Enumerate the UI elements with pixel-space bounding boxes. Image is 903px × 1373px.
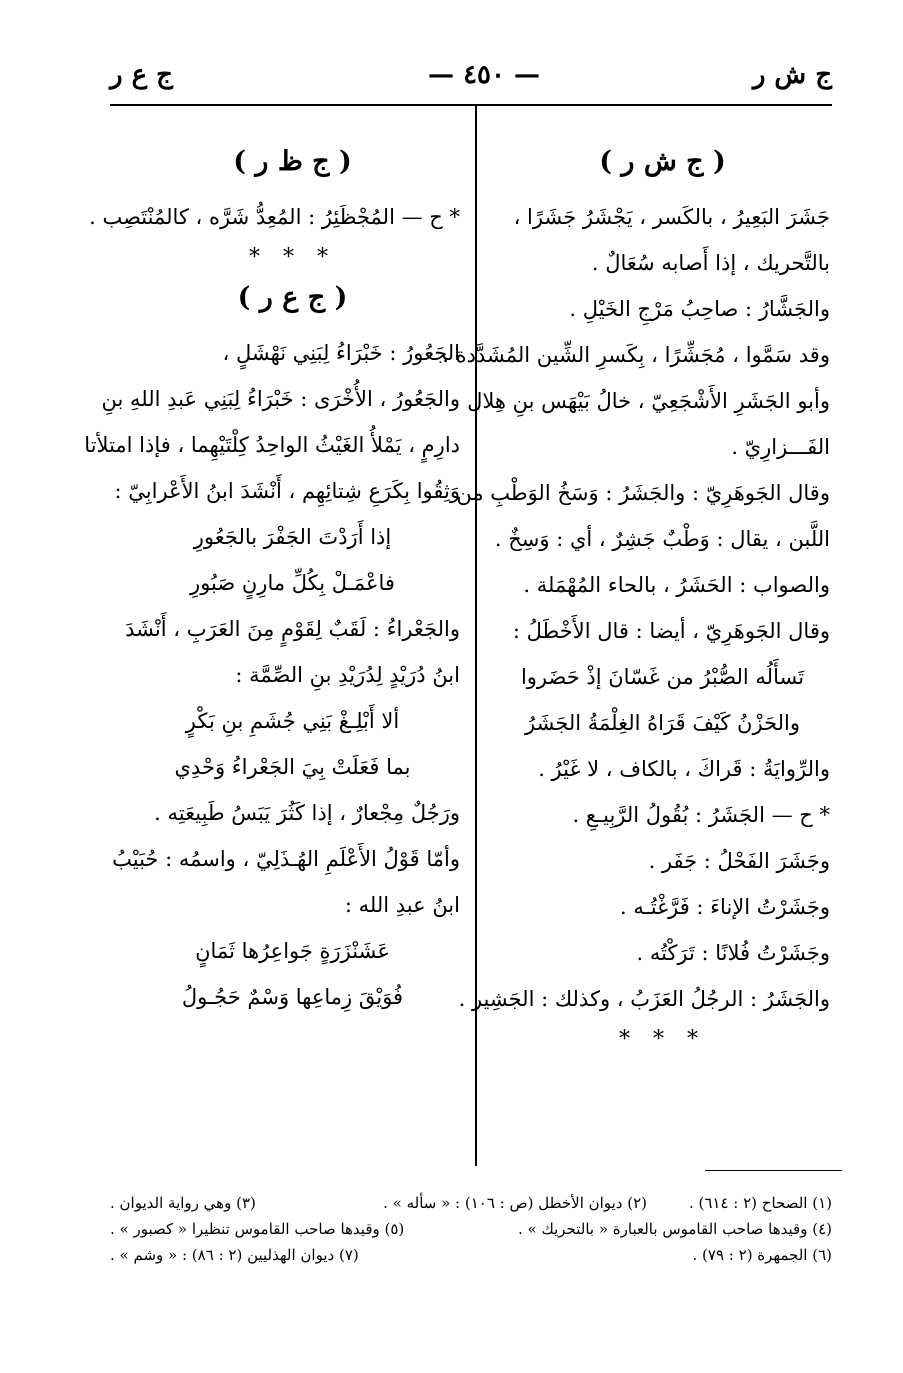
text-line: وقد سَمَّوا ، مُجَشِّرًا ، بِكَسرِ الشِّين المُشَدَّدة . xyxy=(442,343,830,367)
verse-line: بما فَعَلَتْ بِيَ الجَعْراءُ وَحْدِي xyxy=(174,755,411,779)
section-title-jshr: ( ج ش ر ) xyxy=(599,146,726,177)
verse-line: تَسأَلُه الصُّبْرُ من غَسّانَ إذْ حَضَروا xyxy=(520,665,805,689)
footnote-row xyxy=(110,1216,832,1242)
footnote: (٧) ديوان الهذليين (٢ : ٨٦) : « وشم » . xyxy=(110,1246,359,1264)
text-line: والجَعْراءُ : لَقَبٌ لِقَوْمٍ مِنَ العَرَبِ ، أَنْشَدَ xyxy=(125,617,460,641)
text-line: والجَشَّارُ : صاحِبُ مَرْجِ الخَيْلِ . xyxy=(569,297,830,321)
text-line: جَشَرَ البَعِيرُ ، بالكَسر ، يَجْشَرُ جَشَرًا ، xyxy=(513,205,830,229)
footnote: (٢) ديوان الأخطل (ص : ١٠٦) : « سأله » . xyxy=(383,1194,647,1212)
text-line: * ح — الجَشَرُ : بُقُولُ الرَّبِيـعِ . xyxy=(572,803,830,827)
text-line: وقال الجَوهَرِيّ ، أيضا : قال الأَخْطَلُ : xyxy=(512,619,830,643)
text-line: * ح — المُجْظَئِرُ : المُعِدُّ شَرَّه ، كالمُنْتَصِب . xyxy=(89,205,460,229)
verse-line: فُوَيْقَ زِماعِها وَسْمٌ حَجُـولُ xyxy=(181,985,404,1009)
section-title-jar: ( ج ع ر ) xyxy=(237,282,348,313)
footnote-rule xyxy=(705,1170,842,1171)
footnote: (٦) الجمهرة (٢ : ٧٩) . xyxy=(692,1246,832,1264)
section-stars: * * * xyxy=(619,1027,706,1052)
text-line: وجَشَرَ الفَحْلُ : جَفَر . xyxy=(648,849,830,873)
footnote-row xyxy=(110,1242,832,1268)
footnotes xyxy=(110,1190,832,1268)
text-line: ابنُ عبدِ الله : xyxy=(344,893,460,917)
verse-line: عَشَنْزَرَةٍ جَواعِرُها ثَمَانٍ xyxy=(195,939,390,963)
text-line: وقال الجَوهَرِيّ : والجَشَرُ : وَسَخُ الوَطْبِ من xyxy=(456,481,830,505)
header-root-right: ج ش ر xyxy=(752,60,832,90)
text-line: والصواب : الحَشَرُ ، بالحاء المُهْمَلة . xyxy=(523,573,830,597)
footnote: (١) الصحاح (٢ : ٦١٤) . xyxy=(688,1194,832,1212)
text-line: الجَعُورُ : خَبْرَاءُ لِبَنِي نَهْشَلٍ ، xyxy=(222,341,460,365)
footnote-row xyxy=(110,1190,832,1216)
text-line: والرِّوايَةُ : قَراكَ ، بالكاف ، لا غَيْرُ . xyxy=(538,757,830,781)
footnote: (٣) وهي رواية الديوان . xyxy=(110,1194,256,1212)
text-line: وأمّا قَوْلُ الأَعْلَمِ الهُـذَلِيّ ، واسمُه : حُبَيْبُ xyxy=(112,847,460,871)
text-line: اللَّبن ، يقال : وَطْبٌ جَشِرٌ ، أي : وَسِخٌ . xyxy=(494,527,830,551)
verse-line: فاعْمَـلْ بِكُلِّ مارِنٍ صَبُورِ xyxy=(190,571,395,595)
text-line: وجَشَرْتُ فُلانًا : تَرَكْتُه . xyxy=(636,941,830,965)
header-root-left: ج ع ر xyxy=(110,60,173,90)
verse-line: إذا أَرَدْتَ الجَفْرَ بالجَعُورِ xyxy=(193,525,392,549)
text-line: بالتَّحريك ، إذا أَصابه سُعَالٌ . xyxy=(591,251,830,275)
text-line: ابنُ دُرَيْدٍ لِدُرَيْدِ بنِ الصِّمَّة : xyxy=(235,663,460,687)
text-line: ورَجُلٌ مِجْعارٌ ، إذا كَثُرَ يَبَسُ طَبِيعَتِه . xyxy=(154,801,460,825)
page-number: — ٤٥٠ — xyxy=(428,60,541,90)
section-title-jzr: ( ج ظ ر ) xyxy=(233,146,352,177)
page-header xyxy=(110,60,832,100)
footnote: (٤) وقيدها صاحب القاموس بالعبارة « بالتحريك » . xyxy=(517,1220,832,1238)
verse-line: والحَزْنُ كَيْفَ قَرَاهُ الغِلْمَةُ الجَشَرُ xyxy=(525,711,800,735)
text-line: والجَشَرُ : الرجُلُ العَزَبُ ، وكذلك : الجَشِير . xyxy=(458,987,830,1011)
text-line: وَثِقُوا بِكَرَعِ شِتائِهِم ، أَنْشَدَ ابنُ الأَعْرابِيّ : xyxy=(114,479,460,503)
verse-line: ألا أَبْلِـغْ بَنِي جُشَمِ بنِ بَكْرٍ xyxy=(185,709,400,733)
right-column xyxy=(442,140,830,1058)
left-column xyxy=(84,140,460,1020)
text-line: والجَعُورُ ، الأُخْرَى : خَبْرَاءُ لِبَنِي عَبدِ اللهِ بنِ xyxy=(101,387,460,411)
footnote: (٥) وقيدها صاحب القاموس تنظيرا « كصبور » . xyxy=(110,1220,405,1238)
section-stars: * * * xyxy=(249,245,336,270)
text-line: وجَشَرْتُ الإناءَ : فَرَّغْتُـه . xyxy=(620,895,830,919)
text-line: وأبو الجَشَرِ الأَشْجَعِيّ ، خالُ بَيْهَس بنِ هِلال xyxy=(467,389,830,413)
text-line: الفَـــزارِيّ . xyxy=(731,435,830,459)
text-line: دارِمٍ ، يَمْلأُ الغَيْثُ الواحِدُ كِلْتَيْهِما ، فإذا امتلأتا xyxy=(84,433,460,457)
header-rule xyxy=(110,104,832,106)
